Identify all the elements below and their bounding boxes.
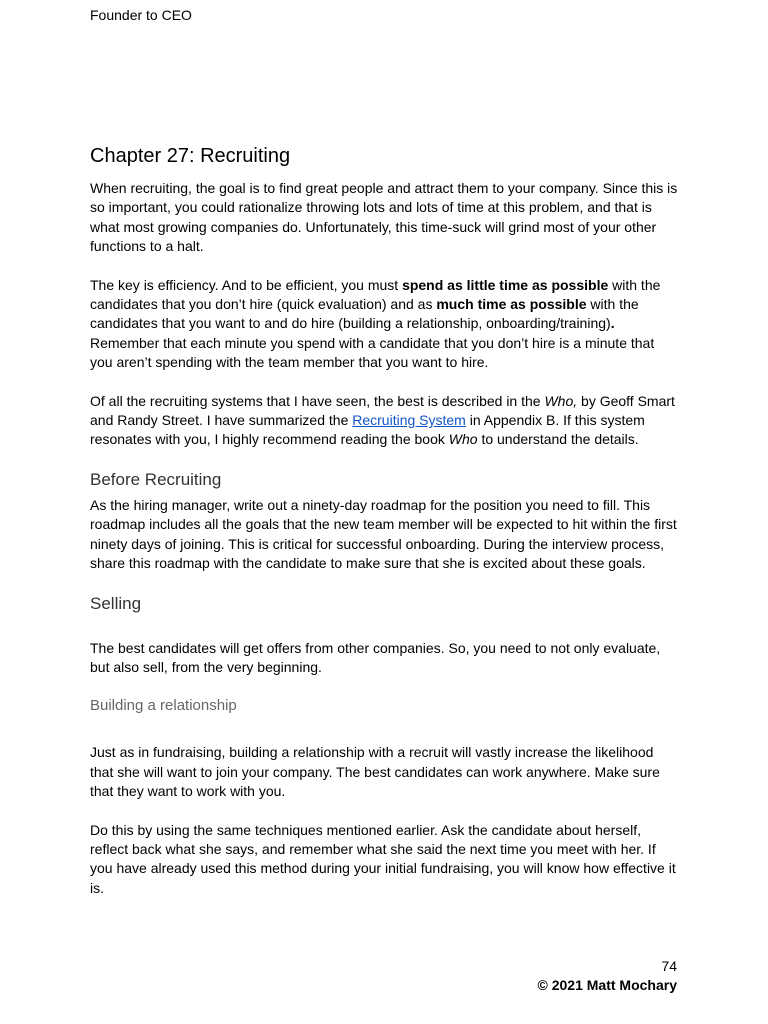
text-run: with the candidates that you don’t hire (quick evaluation) and as <box>90 276 661 313</box>
intro-paragraph-2 <box>90 276 680 373</box>
text-run: by Geoff Smart and Randy Street. I have summarized the <box>90 392 675 429</box>
text-run: Of all the recruiting systems that I have seen, the best is described in the <box>90 392 545 409</box>
bold-phrase-much-time: much time as possible <box>436 296 587 313</box>
subsection-heading-building-relationship: Building a relationship <box>90 697 237 715</box>
recruiting-system-link[interactable]: Recruiting System <box>352 412 466 429</box>
text-run: in Appendix B. If this system resonates with you, I highly recommend reading the book <box>90 412 645 448</box>
book-title-who: Who, <box>544 392 578 409</box>
selling-paragraph: The best candidates will get offers from other companies. So, you need to not only evaluate, but also sell, from the very beginning. <box>90 639 661 675</box>
before-recruiting-paragraph: As the hiring manager, write out a ninety-day roadmap for the position you need to fill. This roadmap includes all the goals that the new team member will be expected to hit within the first ninety days of joining. This is critical for successful onboarding. During the interview process, share this roadmap with the candidate to make sure that she is excited about these goals. <box>90 496 677 572</box>
bold-period: . <box>610 315 615 332</box>
text-run: with the candidates that you want to and do hire (building a relationship, onboarding/training) <box>90 296 639 332</box>
copyright-notice: © 2021 Matt Mochary <box>537 977 677 993</box>
intro-paragraph-1: When recruiting, the goal is to find great people and attract them to your company. Since this is so important, you could rationalize throwing lots and lots of time at this problem, and that is what most growing companies do. Unfortunately, this time-suck will grind most of your other functions to a halt. <box>90 180 678 255</box>
intro-paragraph-3 <box>90 392 680 450</box>
bold-phrase-little-time: spend as little time as possible <box>402 276 609 293</box>
text-run: to understand the details. <box>477 431 639 448</box>
page-number: 74 <box>661 958 677 974</box>
building-relationship-paragraph-1: Just as in fundraising, building a relationship with a recruit will vastly increase the likelihood that she will want to join your company. The best candidates can work anywhere. Make sure that they want to work with you. <box>90 744 660 800</box>
page-content <box>90 143 680 917</box>
building-relationship-paragraph-2: Do this by using the same techniques mentioned earlier. Ask the candidate about herself, reflect back what she says, and remember what she said the next time you meet with her. If you have already used this method during your initial fundraising, you will know how effective it is. <box>90 821 676 896</box>
section-heading-before-recruiting: Before Recruiting <box>90 469 222 489</box>
text-run: Remember that each minute you spend with a candidate that you don’t hire is a minute that you aren’t spending with the team member that you want to hire. <box>90 334 655 371</box>
book-title-who-2: Who <box>448 431 478 448</box>
section-heading-selling: Selling <box>90 593 142 613</box>
text-run: The key is efficiency. And to be efficient, you must <box>90 276 403 293</box>
running-header: Founder to CEO <box>90 7 192 23</box>
chapter-title: Chapter 27: Recruiting <box>90 145 291 167</box>
